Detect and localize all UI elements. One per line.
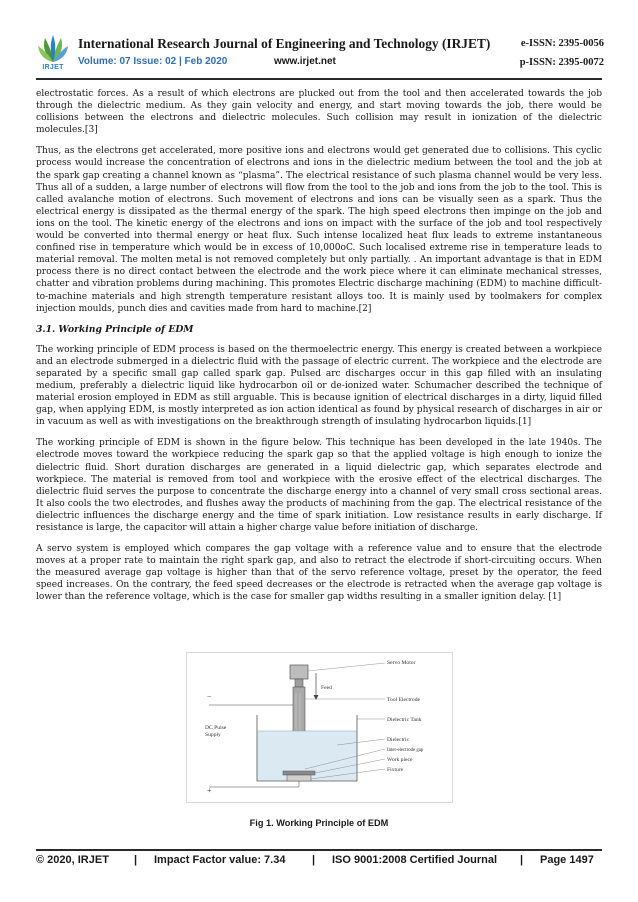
journal-title: International Research Journal of Engineering and Technology (IRJET) — [78, 36, 491, 51]
website-link[interactable]: www.irjet.net — [274, 56, 336, 67]
servo-motor-shape — [290, 665, 308, 679]
article-body — [36, 88, 602, 613]
footer-page-number: Page 1497 — [540, 854, 594, 866]
logo-text: IRJET — [42, 64, 64, 71]
label-fixture: Fixture — [387, 767, 404, 773]
paragraph-4: The working principle of EDM is shown in the figure below. This technique has been developed in the late 1940s. The electrode moves toward the workpiece reducing the spark gap so that the applied voltage is high enough to ionize the dielectric fluid. Short duration discharges are generated in a liquid dielectric gap, which separates electrode and workpiece. The material is removed from tool and workpiece with the erosive effect of the electrical discharges. The dielectric fluid serves the purpose to concentrate the discharge energy into a channel of very small cross sectional areas. It also cools the two electrodes, and flushes away the products of machining from the gap. The electrical resistance of the dielectric influences the discharge energy and the time of spark initiation. Low resistance results in early discharge. If resistance is large, the capacitor will attain a higher charge value before initiation of discharge. — [36, 438, 602, 533]
footer-separator-1: | — [134, 854, 138, 866]
fixture-shape — [287, 775, 311, 781]
label-dielectric-tank: Dielectric Tank — [387, 717, 422, 723]
edm-diagram — [187, 653, 452, 802]
label-feed: Feed — [321, 685, 332, 691]
page-footer — [36, 854, 602, 872]
footer-rule — [36, 849, 602, 851]
footer-impact-factor: Impact Factor value: 7.34 — [154, 854, 286, 866]
footer-copyright: © 2020, IRJET — [36, 854, 109, 866]
tool-holder — [295, 679, 303, 687]
label-inter-electrode-gap: Inter-electrode gap — [387, 748, 424, 753]
irjet-logo-icon — [36, 34, 70, 64]
label-supply: Supply — [205, 732, 221, 738]
label-dielectric: Dielectric — [387, 737, 410, 743]
label-minus: − — [207, 692, 212, 701]
edm-figure — [186, 652, 453, 803]
label-dc-pulse: DC Pulse — [205, 725, 227, 731]
footer-separator-3: | — [520, 854, 524, 866]
paragraph-2: Thus, as the electrons get accelerated, more positive ions and electrons would get generated due to collisions. This cyclic process would increase the concentration of electrons and ions in the dielectric medium between the tool and the job at the spark gap creating a channel known as “plasma”. The electrical resistance of such plasma channel would be very less. Thus all of a sudden, a large number of electrons will flow from the tool to the job and ions from the job to the tool. This is called avalanche motion of electrons. Such movement of electrons and ions can be visually seen as a spark. Thus the electrical energy is dissipated as the thermal energy of the spark. The high speed electrons then impinge on the job and ions on the tool. The kinetic energy of the electrons and ions on impact with the surface of the job and tool respectively would be converted into thermal energy or heat flux. Such intense localized heat flux leads to extreme instantaneous confined rise in temperature which would be in excess of 10,000oC. Such localised extreme rise in temperature leads to material removal. The molten metal is not removed completely but only partially. . An important advantage is that in EDM process there is no direct contact between the electrode and the work piece where it can eliminate mechanical stresses, chatter and vibration problems during machining. This promotes Electric discharge machining (EDM) to machine difficult-to-machine materials and high strength temperature resistant alloys too. It is mainly used by toolmakers for complex injection moulds, punch dies and cavities made from hard to machine.[2] — [36, 146, 602, 314]
footer-iso: ISO 9001:2008 Certified Journal — [332, 854, 498, 866]
section-heading: 3.1. Working Principle of EDM — [36, 323, 194, 335]
paragraph-5: A servo system is employed which compares the gap voltage with a reference value and to ensure that the electrode moves at a proper rate to maintain the right spark gap, and also to retract the electrode if short-circuiting occurs. When the measured average gap voltage is higher than that of the servo reference voltage, preset by the operator, the feed speed increases. On the contrary, the feed speed decreases or the electrode is retracted when the average gap voltage is lower than the reference voltage, which is the case for smaller gap widths resulting in a smaller ignition delay. [1] — [36, 544, 602, 603]
pissn: p-ISSN: 2395-0072 — [519, 57, 604, 68]
volume-issue: Volume: 07 Issue: 02 | Feb 2020 — [78, 56, 228, 67]
paragraph-1: electrostatic forces. As a result of which electrons are plucked out from the tool and then accelerated towards the job through the dielectric medium. As they gain velocity and energy, and start moving towards the job, there would be collisions between the electrons and dielectric molecules. Such collision may result in ionization of the dielectric molecules.[3] — [36, 89, 602, 136]
workpiece-shape — [283, 771, 315, 775]
figure-caption: Fig 1. Working Principle of EDM — [249, 818, 389, 828]
eissn: e-ISSN: 2395-0056 — [520, 38, 604, 49]
footer-separator-2: | — [312, 854, 316, 866]
label-tool-electrode: Tool Electrode — [387, 697, 421, 703]
label-plus: + — [207, 786, 212, 795]
label-workpiece: Work piece — [387, 757, 413, 763]
paragraph-3: The working principle of EDM process is based on the thermoelectric energy. This energy is created between a workpiece and an electrode submerged in a dielectric fluid with the passage of electric current. The workpiece and the electrode are separated by a specific small gap called spark gap. Pulsed arc discharges occur in this gap filled with an insulating medium, preferably a dielectric liquid like hydrocarbon oil or de-ionized water. Schumacher described the technique of material erosion employed in EDM as still arguable. This is because ignition of electrical discharges in a dirty, liquid filled gap, when applying EDM, is mostly interpreted as ion action identical as found by physical research of discharges in air or in vacuum as well as with investigations on the breakthrough strength of insulating hydrocarbon liquids.[1] — [36, 344, 602, 428]
irjet-logo — [36, 34, 70, 74]
page-header — [36, 34, 604, 74]
label-servo-motor: Servo Motor — [387, 660, 416, 666]
header-rule — [36, 78, 602, 80]
